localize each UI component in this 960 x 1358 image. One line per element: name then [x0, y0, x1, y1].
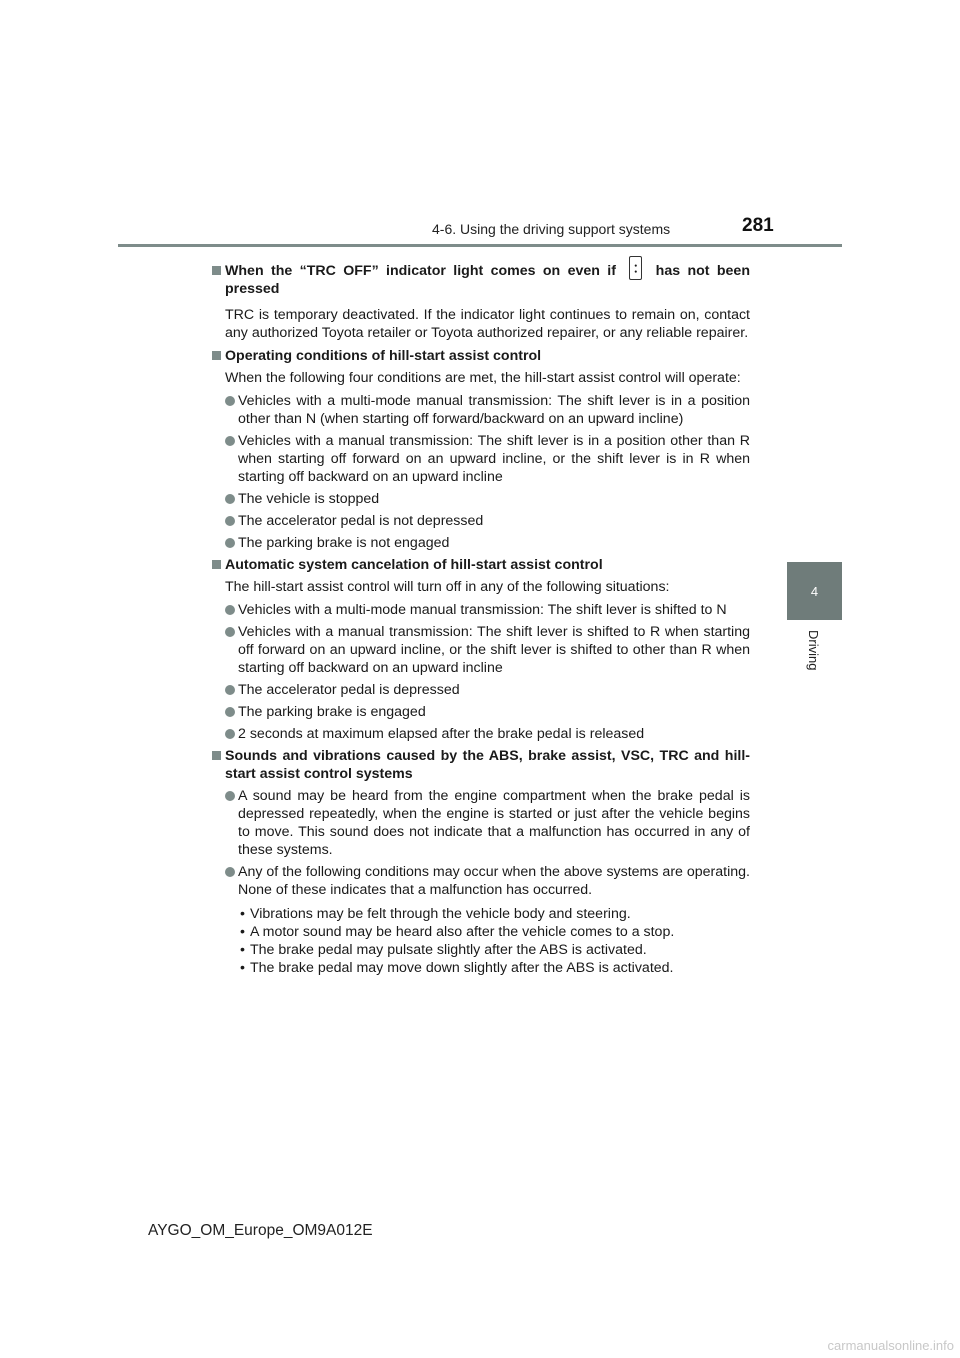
circle-bullet-icon [225, 494, 235, 504]
list-item [212, 534, 750, 552]
sounds-heading [212, 747, 750, 783]
list-item-text: Vehicles with a multi-mode manual transmission: The shift lever is shifted to N [238, 602, 727, 619]
sub-list-item-text: The brake pedal may pulsate slightly after the ABS is activated. [250, 942, 647, 959]
list-item-text: The vehicle is stopped [238, 491, 380, 508]
list-item [212, 392, 750, 428]
circle-bullet-icon [225, 707, 235, 717]
list-item-text: The accelerator pedal is not depressed [238, 513, 484, 530]
list-item [212, 863, 750, 899]
cancelation-intro: The hill-start assist control will turn off in any of the following situations: [225, 579, 670, 596]
trc-off-body: TRC is temporary deactivated. If the indicator light continues to remain on, contact any authorized Toyota retailer or Toyota authorized repairer, or any reliable repairer. [225, 307, 750, 342]
cancelation-heading-text: Automatic system cancelation of hill-start assist control [225, 557, 603, 574]
sub-list-item-text: A motor sound may be heard also after the vehicle comes to a stop. [250, 924, 675, 941]
list-item [212, 703, 750, 721]
circle-bullet-icon [225, 867, 235, 877]
sub-list-item-text: Vibrations may be felt through the vehicle body and steering. [250, 906, 631, 923]
operating-heading [212, 347, 750, 365]
dot-marker-icon: • [240, 906, 245, 923]
list-item-text: A sound may be heard from the engine compartment when the brake pedal is depressed repeatedly, when the engine is started or just after the vehicle begins to move. This sound does not indicate that a malfunction has occurred in any of these systems. [238, 788, 750, 859]
list-item-text: Vehicles with a multi-mode manual transmission: The shift lever is in a position other than N (when starting off forward/backward on an upward incline) [238, 393, 750, 428]
list-item [212, 601, 750, 619]
circle-bullet-icon [225, 605, 235, 615]
list-item [212, 623, 750, 677]
document-code: AYGO_OM_Europe_OM9A012E [148, 1222, 373, 1239]
sounds-heading-text: Sounds and vibrations caused by the ABS, brake assist, VSC, TRC and hill-start assist control systems [225, 748, 750, 783]
square-bullet-icon [212, 751, 221, 760]
page-content [212, 262, 750, 981]
chapter-tab[interactable] [787, 562, 842, 620]
watermark: carmanualsonline.info [827, 1338, 954, 1353]
trc-off-heading-after: has not been pressed [225, 263, 750, 298]
list-item [212, 725, 750, 743]
list-item-text: Vehicles with a manual transmission: The shift lever is shifted to R when starting off forward on an upward incline, or the shift lever is shifted to other than R when starting off backward on an upward incline [238, 624, 750, 677]
section-title: 4-6. Using the driving support systems [432, 221, 671, 237]
sub-list-item [212, 923, 750, 941]
square-bullet-icon [212, 266, 221, 275]
chapter-label: Driving [806, 630, 821, 671]
dot-marker-icon: • [240, 924, 245, 941]
list-item [212, 787, 750, 859]
circle-bullet-icon [225, 627, 235, 637]
sub-list-item [212, 905, 750, 923]
header-rule [118, 244, 842, 247]
sub-list-item [212, 959, 750, 977]
cancelation-heading [212, 556, 750, 574]
chapter-number: 4 [810, 583, 819, 599]
list-item [212, 512, 750, 530]
circle-bullet-icon [225, 538, 235, 548]
circle-bullet-icon [225, 516, 235, 526]
list-item-text: The parking brake is not engaged [238, 535, 450, 552]
list-item-text: Vehicles with a manual transmission: The shift lever is in a position other than R when starting off forward on an upward incline, or the shift lever is in R when starting off backward on an upward incline [238, 433, 750, 486]
trc-off-heading-before: When the “TRC OFF” indicator light comes on even if [225, 263, 616, 279]
list-item-text: The parking brake is engaged [238, 704, 426, 721]
list-item [212, 490, 750, 508]
dot-marker-icon: • [240, 960, 245, 977]
circle-bullet-icon [225, 729, 235, 739]
trc-off-heading [212, 262, 750, 298]
circle-bullet-icon [225, 436, 235, 446]
sounds-sublist [212, 905, 750, 977]
list-item-text: Any of the following conditions may occur when the above systems are operating. None of these indicates that a malfunction has occurred. [238, 864, 750, 899]
operating-intro: When the following four conditions are met, the hill-start assist control will operate: [225, 370, 741, 387]
square-bullet-icon [212, 351, 221, 360]
dot-marker-icon: • [240, 942, 245, 959]
circle-bullet-icon [225, 685, 235, 695]
square-bullet-icon [212, 560, 221, 569]
list-item [212, 681, 750, 699]
list-item [212, 432, 750, 486]
circle-bullet-icon [225, 396, 235, 406]
sub-list-item-text: The brake pedal may move down slightly after the ABS is activated. [250, 960, 674, 977]
page-number: 281 [742, 215, 774, 236]
list-item-text: 2 seconds at maximum elapsed after the brake pedal is released [238, 726, 645, 743]
operating-heading-text: Operating conditions of hill-start assist control [225, 348, 542, 365]
sub-list-item [212, 941, 750, 959]
list-item-text: The accelerator pedal is depressed [238, 682, 460, 699]
circle-bullet-icon [225, 791, 235, 801]
vsc-off-switch-icon: ● ● [629, 256, 642, 280]
